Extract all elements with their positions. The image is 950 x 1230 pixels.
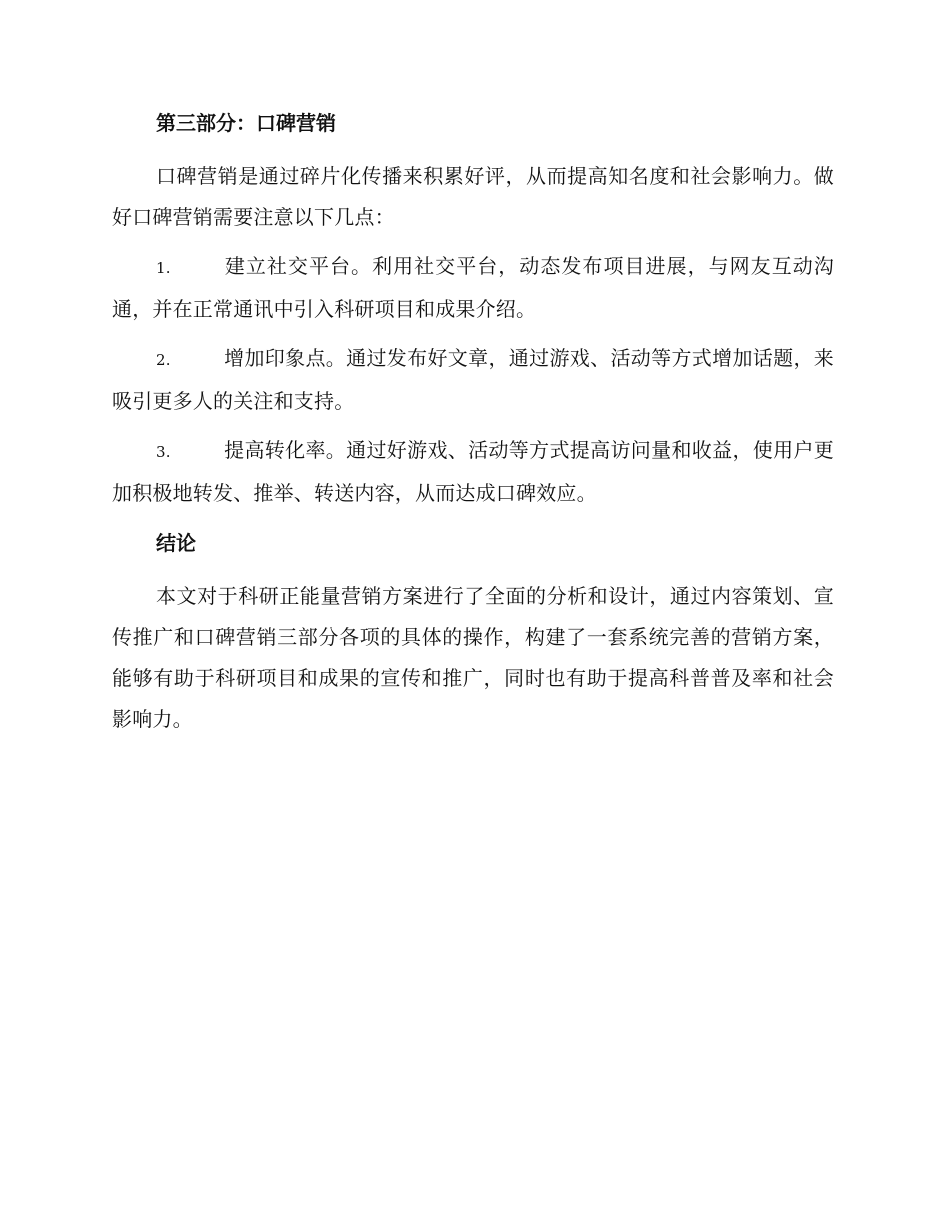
list-item [112,338,834,422]
conclusion-paragraph: 本文对于科研正能量营销方案进行了全面的分析和设计，通过内容策划、宣传推广和口碑营销三部分各项的具体的操作，构建了一套系统完善的营销方案，能够有助于科研项目和成果的宣传和推广，同时也有助于提高科普普及率和社会影响力。 [112,584,834,731]
list-item [112,246,834,330]
conclusion-heading: 结论 [156,531,196,555]
list-item-text: 提高转化率。通过好游戏、活动等方式提高访问量和收益，使用户更加积极地转发、推举、转送内容，从而达成口碑效应。 [112,438,834,505]
section-intro-paragraph: 口碑营销是通过碎片化传播来积累好评，从而提高知名度和社会影响力。做好口碑营销需要注意以下几点： [112,164,834,229]
section-heading: 第三部分：口碑营销 [156,111,336,135]
list-item-number: 1. [156,259,171,277]
list-item-number: 3. [156,443,171,461]
document-page [112,108,834,748]
list-item-text: 增加印象点。通过发布好文章，通过游戏、活动等方式增加话题，来吸引更多人的关注和支持。 [112,346,834,413]
list-item-number: 2. [156,351,171,369]
list-item [112,430,834,514]
list-item-text: 建立社交平台。利用社交平台，动态发布项目进展，与网友互动沟通，并在正常通讯中引入科研项目和成果介绍。 [112,254,834,321]
